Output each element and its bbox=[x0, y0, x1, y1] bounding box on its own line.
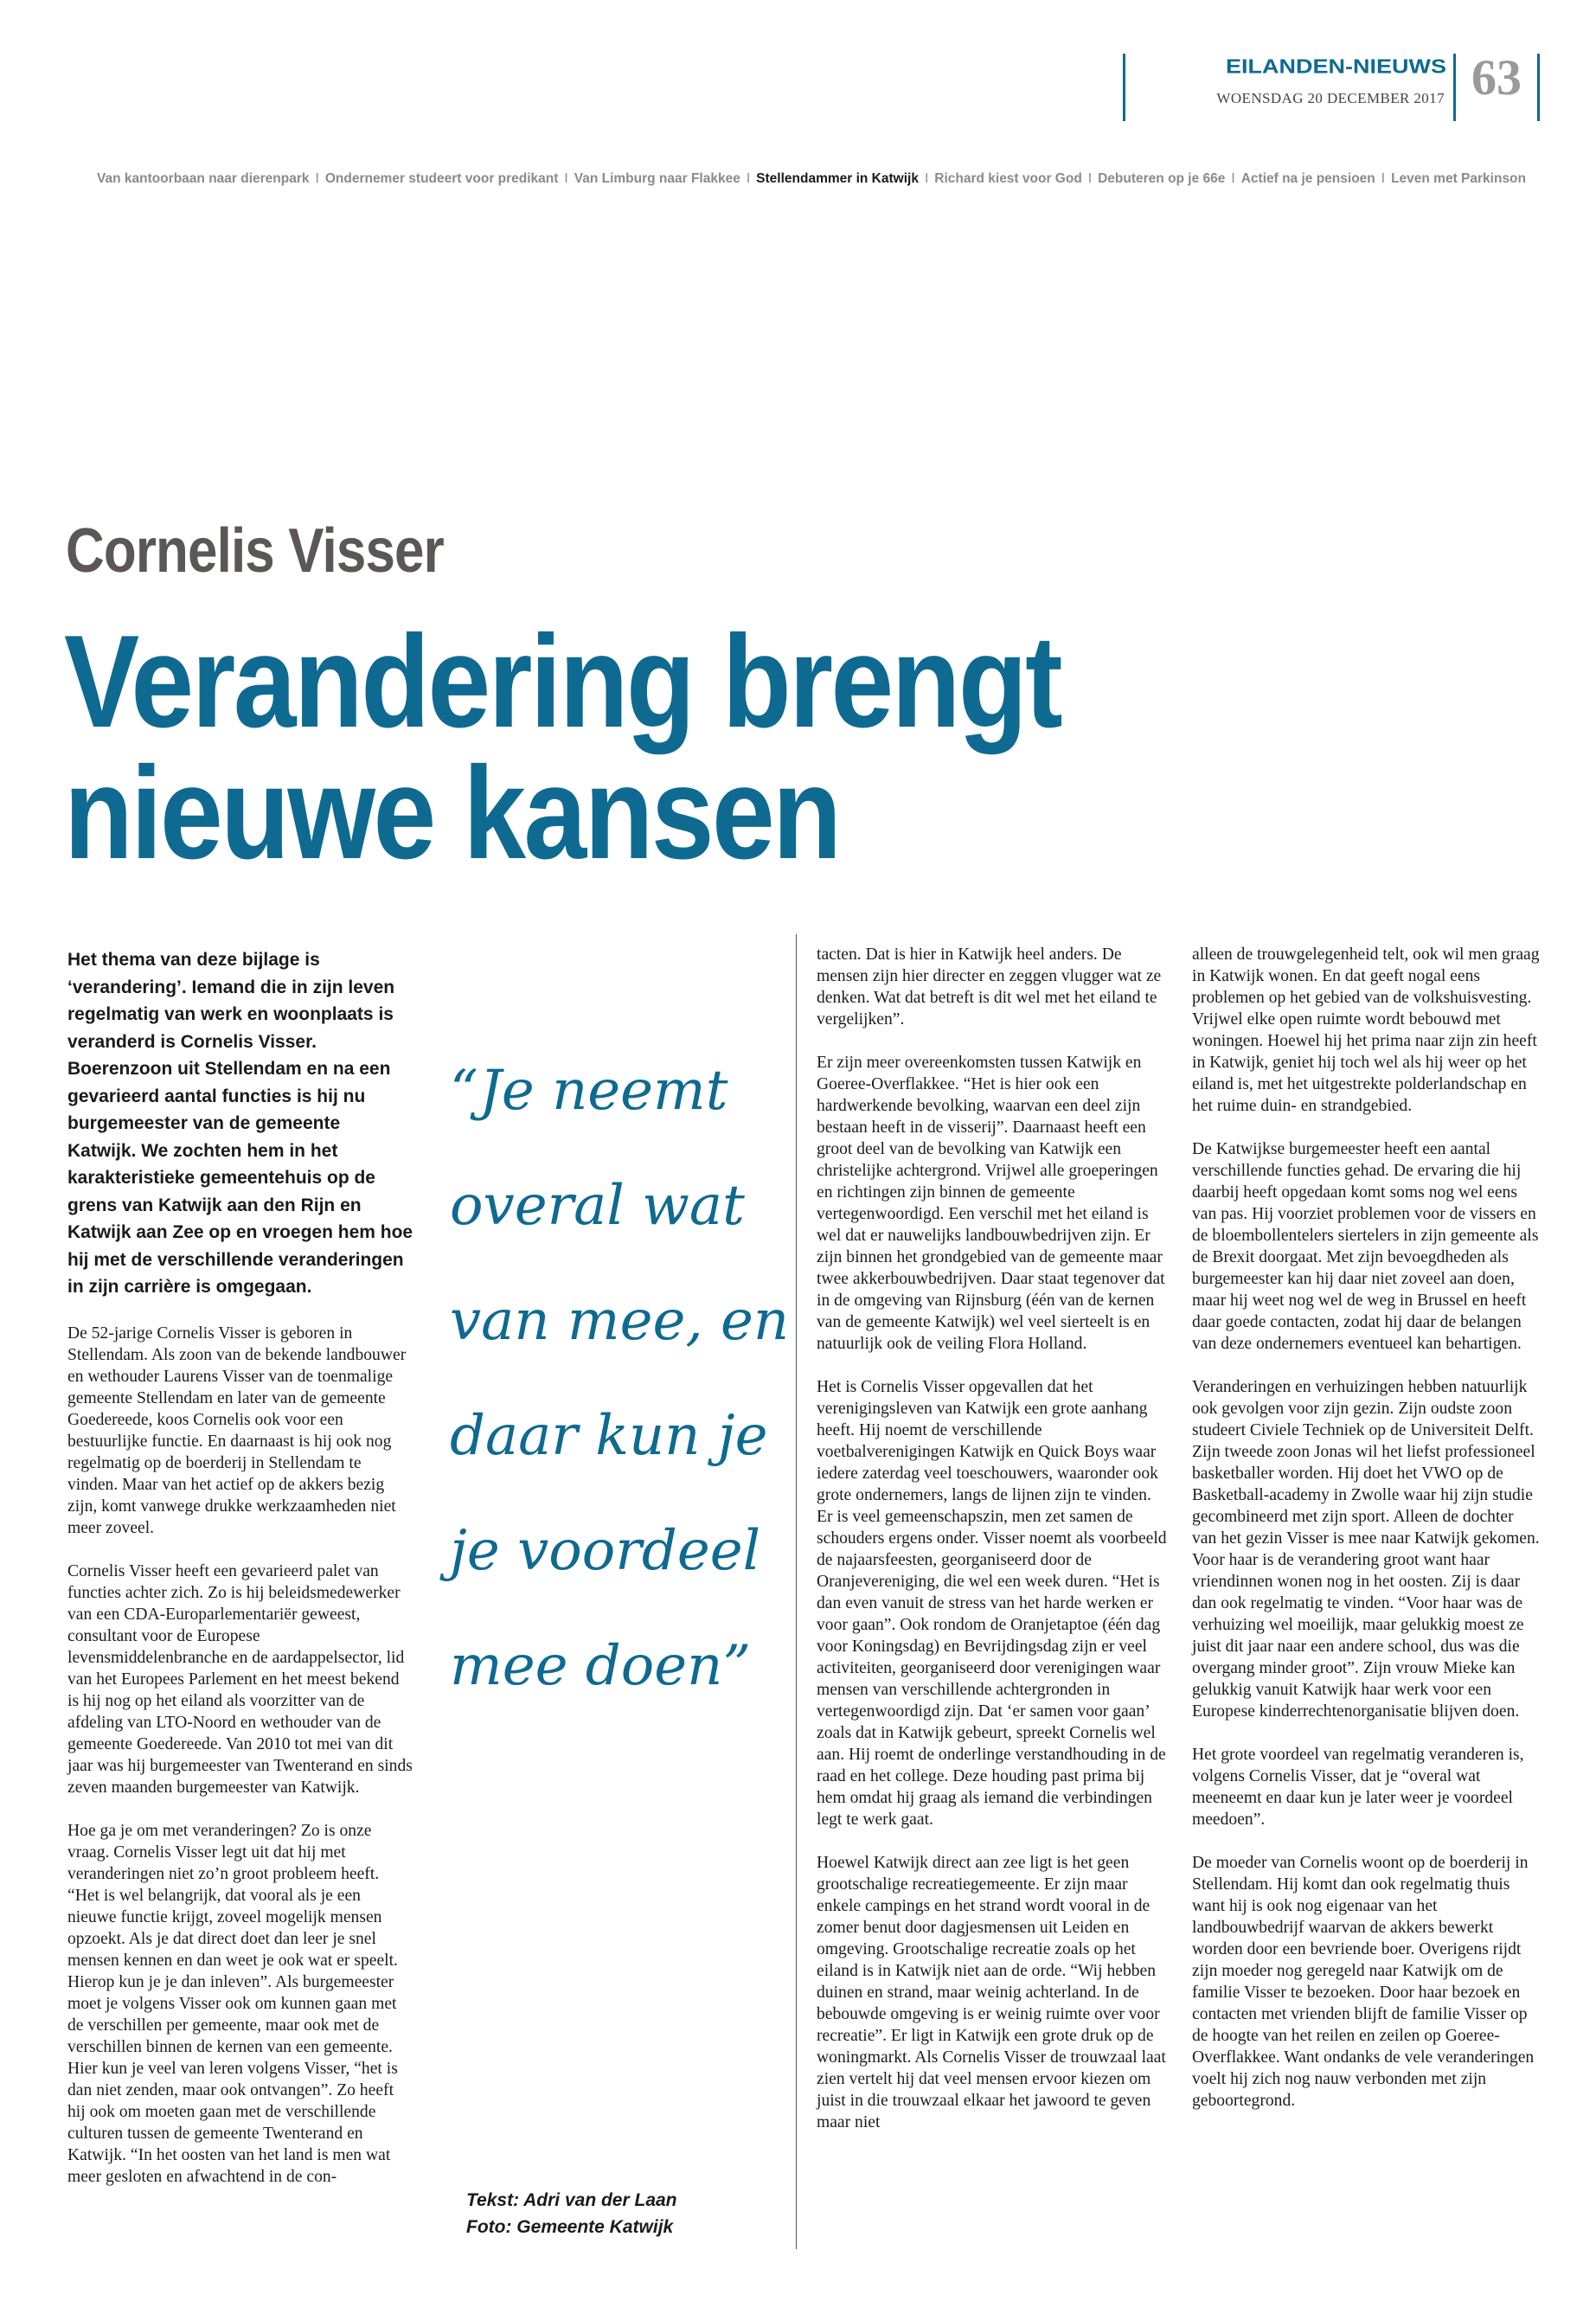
article-column-3 bbox=[817, 944, 1168, 2155]
headline-line-1: Verandering brengt bbox=[64, 608, 1061, 755]
quote-line: je voordeel bbox=[450, 1519, 761, 1583]
nav-separator: I bbox=[746, 171, 751, 186]
credit-photo: Foto: Gemeente Katwijk bbox=[466, 2217, 674, 2237]
headline-line-2: nieuwe kansen bbox=[64, 740, 840, 887]
quote-line: overal wat bbox=[450, 1174, 745, 1238]
nav-item-ondernemer[interactable]: Ondernemer studeert voor predikant bbox=[324, 171, 559, 186]
nav-item-debuteren[interactable]: Debuteren op je 66e bbox=[1098, 171, 1226, 186]
nav-separator: I bbox=[924, 171, 929, 186]
nav-item-stellendammer[interactable]: Stellendammer in Katwijk bbox=[756, 171, 919, 186]
nav-separator: I bbox=[1231, 171, 1235, 186]
nav-separator: I bbox=[1087, 171, 1093, 186]
publication-date: WOENSDAG 20 DECEMBER 2017 bbox=[1216, 90, 1445, 106]
nav-item-richard[interactable]: Richard kiest voor God bbox=[934, 171, 1082, 186]
header-rule-right bbox=[1537, 54, 1540, 121]
body-paragraph: De 52-jarige Cornelis Visser is geboren in Stellendam. Als zoon van de bekende landbouwer en wethouder Laurens Visser van de toenmalige gemeente Stellendam en later van de gemeente Goedereede, koos Cornelis ook voor een bestuurlijke functie. En daarnaast is hij ook nog regelmatig op de boerderij in Stellendam te vinden. Maar van het actief op de akkers bezig zijn, komt vanwege drukke werkzaamheden niet meer zoveel. bbox=[67, 1324, 407, 1537]
quote-line: van mee, en bbox=[450, 1289, 790, 1353]
body-paragraph: Hoewel Katwijk direct aan zee ligt is het geen grootschalige recreatiegemeente. Er zijn maar enkele campings en het strand wordt vooral in de zomer benut door dagjesmensen uit Leiden en omgeving. Grootschalige recreatie zoals op het eiland is in Katwijk niet aan de orde. “Wij hebben duinen en strand, maar weinig achterland. In de bebouwde omgeving is er weinig ruimte over voor recreatie”. Er ligt in Katwijk een grote druk op de woningmarkt. Als Cornelis Visser de trouwzaal laat zien vertelt hij dat veel mensen ervoor kiezen om juist in die trouwzaal elkaar het jawoord te geven maar niet bbox=[817, 1854, 1166, 2131]
credit-text: Tekst: Adri van der Laan bbox=[466, 2190, 677, 2210]
nav-separator: I bbox=[564, 171, 568, 186]
publication-masthead: EILANDEN-NIEUWS bbox=[1226, 55, 1446, 78]
header-rule-left bbox=[1123, 54, 1125, 121]
body-paragraph: De moeder van Cornelis woont op de boerderij in Stellendam. Hij komt dan ook regelmatig thuis want hij is ook nog eigenaar van het landbouwbedrijf waarvan de akkers bewerkt worden door een bevriende boer. Overigens rijdt zijn moeder nog geregeld naar Katwijk om de familie Visser te bezoeken. Door haar bezoek en contacten met vrienden blijft de familie Visser op de hoogte van het reilen en zeilen op Goeree-Overflakkee. Want ondanks de vele veranderingen voelt hij zich nog nauw verbonden met zijn geboortegrond. bbox=[1192, 1854, 1535, 2110]
nav-item-pensioen[interactable]: Actief na je pensioen bbox=[1240, 171, 1375, 186]
body-paragraph: Het is Cornelis Visser opgevallen dat het verenigingsleven van Katwijk een grote aanhang heeft. Hij noemt de verschillende voetbalverenigingen Katwijk en Quick Boys waar iedere zaterdag veel toeschouwers, waaronder ook grote ondernemers, langs de lijnen zijn te vinden. Er is veel gemeenschapszin, men zet samen de schouders ergens onder. Visser noemt als voorbeeld de najaarsfeesten, georganiseerd door de Oranjevereniging, die wel een week duren. “Het is dan even vanuit de stress van het harde werken er voor gaan”. Ook rondom de Oranjetaptoe (één dag voor Koningsdag) en Bevrijdingsdag zijn er veel activiteiten, georganiseerd door verenigingen waar mensen van verschillende achtergronden in vertegenwoordigd zijn. Dat ‘er samen voor gaan’ zoals dat in Katwijk gebeurt, spreekt Cornelis wel aan. Hij roemt de onderlinge verstandhouding in de raad en het college. Deze houding past prima bij hem omdat hij graag als iemand die verbindingen legt te werk gaat. bbox=[817, 1378, 1167, 1829]
nav-item-parkinson[interactable]: Leven met Parkinson bbox=[1391, 171, 1526, 186]
article-credits bbox=[466, 2187, 677, 2240]
nav-separator: I bbox=[315, 171, 319, 186]
nav-item-limburg[interactable]: Van Limburg naar Flakkee bbox=[574, 171, 740, 186]
column-divider bbox=[796, 934, 797, 2249]
body-paragraph: Er zijn meer overeenkomsten tussen Katwijk en Goeree-Overflakkee. “Het is hier ook een hardwerkende bevolking, waarvan een deel zijn bestaan heeft in de visserij”. Daarnaast heeft een groot deel van de bevolking van Katwijk een christelijke achtergrond. Vrijwel alle groeperingen en richtingen zijn binnen de gemeente vertegenwoordigd. Een verschil met het eiland is wel dat er nauwelijks landbouwbedrijven zijn. Er zijn binnen het grondgebied van de gemeente maar twee akkerbouwbedrijven. Daar staat tegenover dat in de omgeving van Rijnsburg (één van de kernen van de gemeente Katwijk) wel veel sierteelt is en natuurlijk ook de veiling Flora Holland. bbox=[817, 1054, 1165, 1353]
body-paragraph: tacten. Dat is hier in Katwijk heel anders. De mensen zijn hier directer en zeggen vlugger wat ze denken. Wat dat betreft is dit wel met het eiland te vergelijken”. bbox=[817, 945, 1162, 1029]
body-paragraph: De Katwijkse burgemeester heeft een aantal verschillende functies gehad. De ervaring die hij daarbij heeft opgedaan komt soms nog wel eens van pas. Hij voorziet problemen voor de vissers en de bloembollentelers siertelers in zijn gemeente als de Brexit doorgaat. Met zijn bevoegdheden als burgemeester kan hij daar niet zoveel aan doen, maar hij weet nog wel de weg in Brussel en heeft daar goede contacten, zodat hij daar de belangen van deze ondernemers eventueel kan behartigen. bbox=[1192, 1140, 1539, 1353]
article-kicker: Cornelis Visser bbox=[66, 516, 444, 586]
quote-line: mee doen” bbox=[450, 1634, 752, 1698]
quote-line: “Je neemt bbox=[450, 1059, 728, 1123]
body-paragraph: Cornelis Visser heeft een gevarieerd palet van functies achter zich. Zo is hij beleidsmedewerker van een CDA-Europarlementariër geweest, consultant voor de Europese levensmiddelenbranche en de aardappelsector, lid van het Europees Parlement en het meest bekend is hij nog op het eiland als voorzitter van de afdeling van LTO-Noord en wethouder van de gemeente Goedereede. Van 2010 tot mei van dit jaar was hij burgemeester van Twenterand en sinds zeven maanden burgemeester van Katwijk. bbox=[67, 1561, 413, 1797]
article-column-4 bbox=[1192, 944, 1542, 2133]
quote-line: daar kun je bbox=[450, 1404, 768, 1468]
header-rule-middle bbox=[1453, 54, 1456, 121]
article-headline bbox=[64, 608, 1180, 887]
pull-quote bbox=[450, 1034, 790, 1724]
nav-item-kantoorbaan[interactable]: Van kantoorbaan naar dierenpark bbox=[97, 171, 310, 186]
body-paragraph: Het grote voordeel van regelmatig veranderen is, volgens Cornelis Visser, dat je “overal wat meeneemt en daar kun je later weer je voordeel meedoen”. bbox=[1192, 1746, 1524, 1829]
article-intro: Het thema van deze bijlage is ‘verandering’. Iemand die in zijn leven regelmatig van werk en woonplaats is veranderd is Cornelis Visser. Boerenzoon uit Stellendam en na een gevarieerd aantal functies is hij nu burgemeester van de gemeente Katwijk. We zochten hem in het karakteristieke gemeentehuis op de grens van Katwijk aan den Rijn en Katwijk aan Zee op en vroegen hem hoe hij met de verschillende veranderingen in zijn carrière is omgegaan. bbox=[67, 950, 413, 1297]
article-column-1 bbox=[67, 946, 413, 2209]
body-paragraph: alleen de trouwgelegenheid telt, ook wil men graag in Katwijk wonen. En dat geeft nogal eens problemen op het gebied van de volkshuisvesting. Vrijwel elke open ruimte wordt bebouwd met woningen. Hoewel hij het prima naar zijn zin heeft in Katwijk, geniet hij toch wel als hij weer op het eiland is, met het uitgestrekte polderlandschap en het ruime duin- en strandgebied. bbox=[1192, 945, 1540, 1115]
nav-separator: I bbox=[1381, 171, 1386, 186]
section-nav bbox=[97, 171, 1526, 187]
body-paragraph: Hoe ga je om met veranderingen? Zo is onze vraag. Cornelis Visser legt uit dat hij met veranderingen niet zo’n groot probleem heeft. “Het is wel belangrijk, dat vooral als je een nieuwe functie krijgt, zoveel mogelijk mensen opzoekt. Als je dat direct doet dan leer je snel mensen kennen en dan weet je ook wat er speelt. Hierop kun je je dan inleven”. Als burgemeester moet je volgens Visser ook om kunnen gaan met de verschillen per gemeente, maar ook met de verschillen binnen de kernen van een gemeente. Hier kun je veel van leren volgens Visser, “het is dan niet zenden, maar ook ontvangen”. Zo heeft hij ook om moeten gaan met de verschillende culturen tussen de gemeente Twenterand en Katwijk. “In het oosten van het land is men wat meer gesloten en afwachtend in de con- bbox=[67, 1821, 398, 2186]
page-number: 63 bbox=[1471, 49, 1522, 106]
body-paragraph: Veranderingen en verhuizingen hebben natuurlijk ook gevolgen voor zijn gezin. Zijn oudste zoon studeert Civiele Techniek op de Universiteit Delft. Zijn tweede zoon Jonas wil het liefst professioneel basketballer worden. Hij doet het VWO op de Basketball-academy in Zwolle waar hij zijn studie gecombineerd met zijn sport. Alleen de dochter van het gezin Visser is mee naar Katwijk gekomen. Voor haar is de verandering groot want haar vriendinnen wonen nog in het oosten. Zij is daar dan ook regelmatig te vinden. “Voor haar was de verhuizing wel moeilijk, maar gelukkig moest ze juist dit jaar naar een andere school, dus was die overgang minder groot”. Zijn vrouw Mieke kan gelukkig vanuit Katwijk haar werk voor een Europese kinderrechtenorganisatie blijven doen. bbox=[1192, 1378, 1540, 1721]
